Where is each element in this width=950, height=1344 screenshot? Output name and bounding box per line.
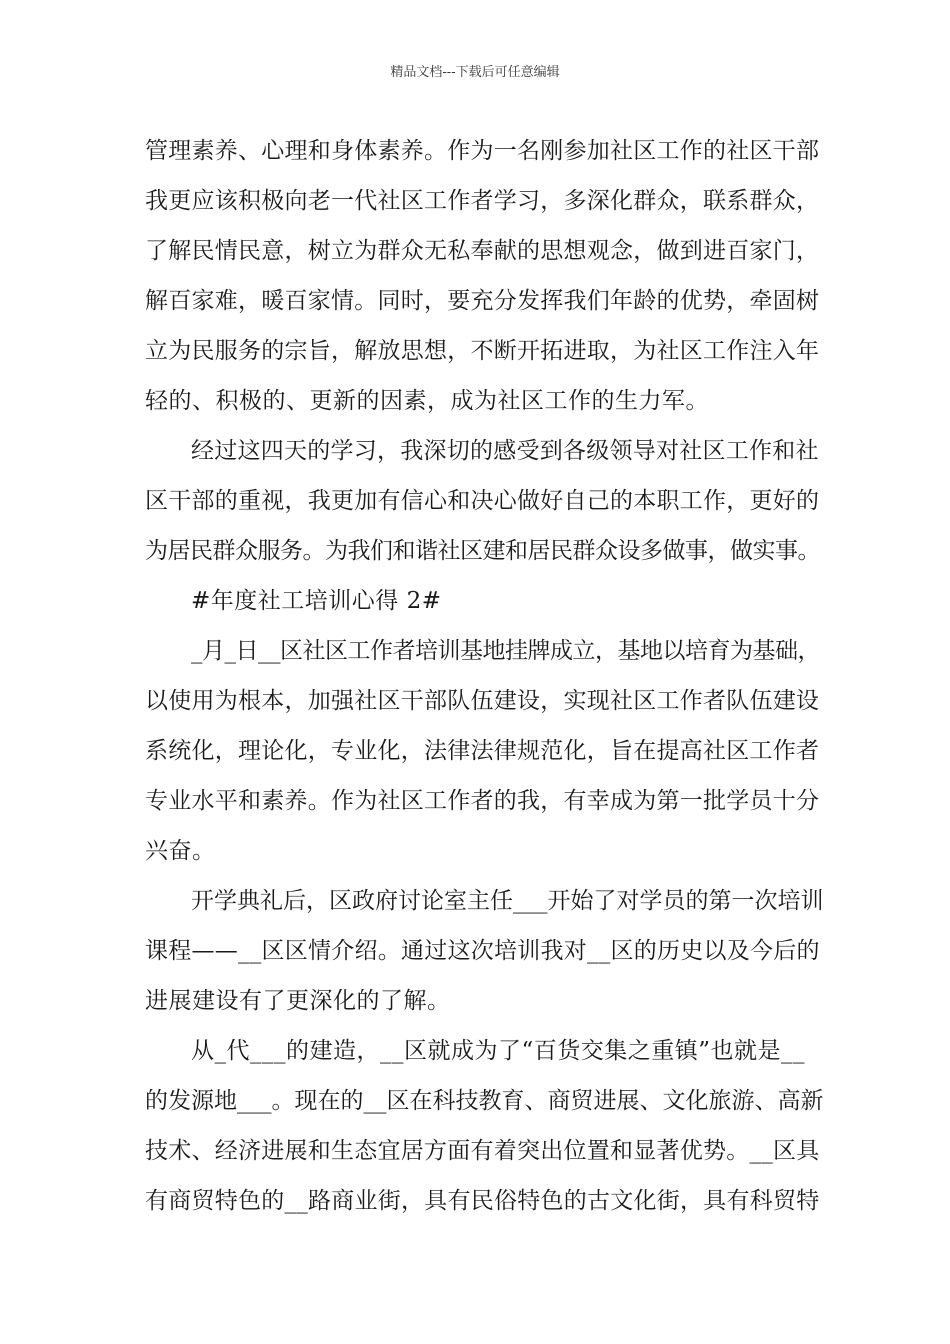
- text-line: 进展建设有了更深化的了解。: [145, 988, 451, 1014]
- text-line: 兴奋。: [145, 838, 216, 864]
- text-line: 解百家难，暖百家情。同时，要充分发挥我们年龄的优势，牵固树: [145, 288, 820, 314]
- text-line: 从_代___的建造，__区就成为了“百货交集之重镇”也就是__: [191, 1038, 806, 1064]
- text-line: 专业水平和素养。作为社区工作者的我，有幸成为第一批学员十分: [145, 788, 820, 814]
- text-line: 区干部的重视，我更加有信心和决心做好自己的本职工作，更好的: [145, 488, 820, 514]
- text-line: 开学典礼后，区政府讨论室主任___开始了对学员的第一次培训: [191, 888, 824, 914]
- page-header: 精品文档---下载后可任意编辑: [390, 65, 560, 80]
- text-line: 的发源地___。现在的__区在科技教育、商贸进展、文化旅游、高新: [145, 1088, 824, 1114]
- text-line: #年度社工培训心得 2#: [191, 588, 442, 614]
- text-line: 系统化，理论化，专业化，法律法律规范化，旨在提高社区工作者: [145, 738, 820, 764]
- text-line: _月_日__区社区工作者培训基地挂牌成立，基地以培育为基础，: [191, 638, 820, 664]
- text-line: 我更应该积极向老一代社区工作者学习，多深化群众，联系群众，: [145, 188, 820, 214]
- text-line: 立为民服务的宗旨，解放思想，不断开拓进取，为社区工作注入年: [145, 338, 820, 364]
- text-line: 经过这四天的学习，我深切的感受到各级领导对社区工作和社: [191, 438, 819, 464]
- text-line: 课程——__区区情介绍。通过这次培训我对__区的历史以及今后的: [145, 938, 820, 964]
- text-line: 以使用为根本，加强社区干部队伍建设，实现社区工作者队伍建设: [145, 688, 820, 714]
- document-body: [145, 126, 825, 1226]
- text-line: 管理素养、心理和身体素养。作为一名刚参加社区工作的社区干部: [145, 138, 820, 164]
- text-line: 技术、经济进展和生态宜居方面有着突出位置和显著优势。__区具: [145, 1138, 820, 1164]
- text-line: 了解民情民意，树立为群众无私奉献的思想观念，做到进百家门，: [145, 238, 820, 264]
- text-line: 有商贸特色的__路商业街，具有民俗特色的古文化街，具有科贸特: [145, 1188, 820, 1214]
- text-line: 轻的、积极的、更新的因素，成为社区工作的生力军。: [145, 388, 709, 414]
- text-line: 为居民群众服务。为我们和谐社区建和居民群众设多做事，做实事。: [145, 538, 820, 564]
